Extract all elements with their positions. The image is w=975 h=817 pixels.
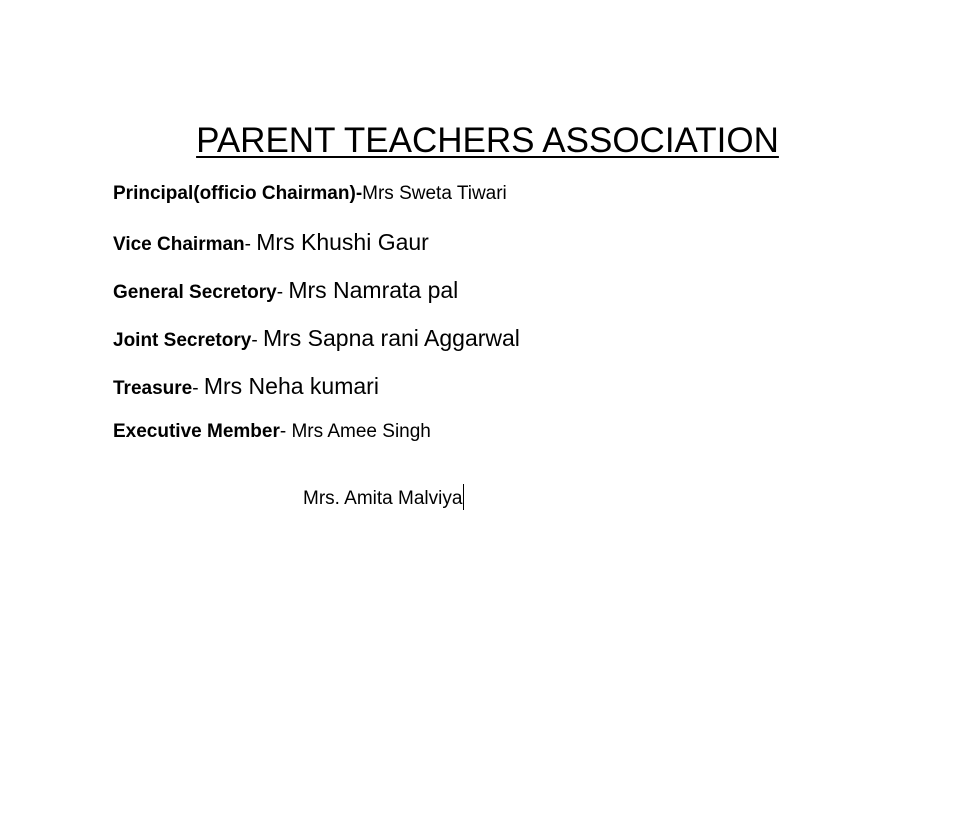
member-line-joint-secretory [113,325,520,352]
member-name: Mrs Neha kumari [203,373,379,399]
separator: - [279,421,292,442]
separator: - [276,282,289,303]
member-name: Mrs Namrata pal [288,277,459,303]
role-label: General Secretory [113,282,277,303]
member-name: Mrs Khushi Gaur [256,229,429,255]
member-line-vice-chairman [113,229,429,256]
text-cursor [463,484,464,510]
role-label: Principal(officio Chairman) [113,183,356,204]
member-name: Mrs Sapna rani Aggarwal [262,325,520,351]
member-line-executive-member [113,421,431,443]
member-line-general-secretory [113,277,458,304]
role-label: Joint Secretory [113,330,252,351]
role-label: Vice Chairman [113,234,245,255]
separator: - [251,330,263,351]
member-name: Mrs Amee Singh [291,421,431,442]
role-label: Executive Member [113,421,280,442]
member-name: Mrs Sweta Tiwari [362,183,507,204]
member-line-principal [113,183,507,205]
role-label: Treasure [113,378,193,399]
member-name: Mrs. Amita Malviya [303,488,463,509]
separator: - [244,234,257,255]
separator: - [192,378,204,399]
separator: - [355,183,363,204]
document-title: PARENT TEACHERS ASSOCIATION [196,121,779,160]
member-line-executive-member-2[interactable] [303,484,464,510]
member-line-treasure [113,373,379,400]
